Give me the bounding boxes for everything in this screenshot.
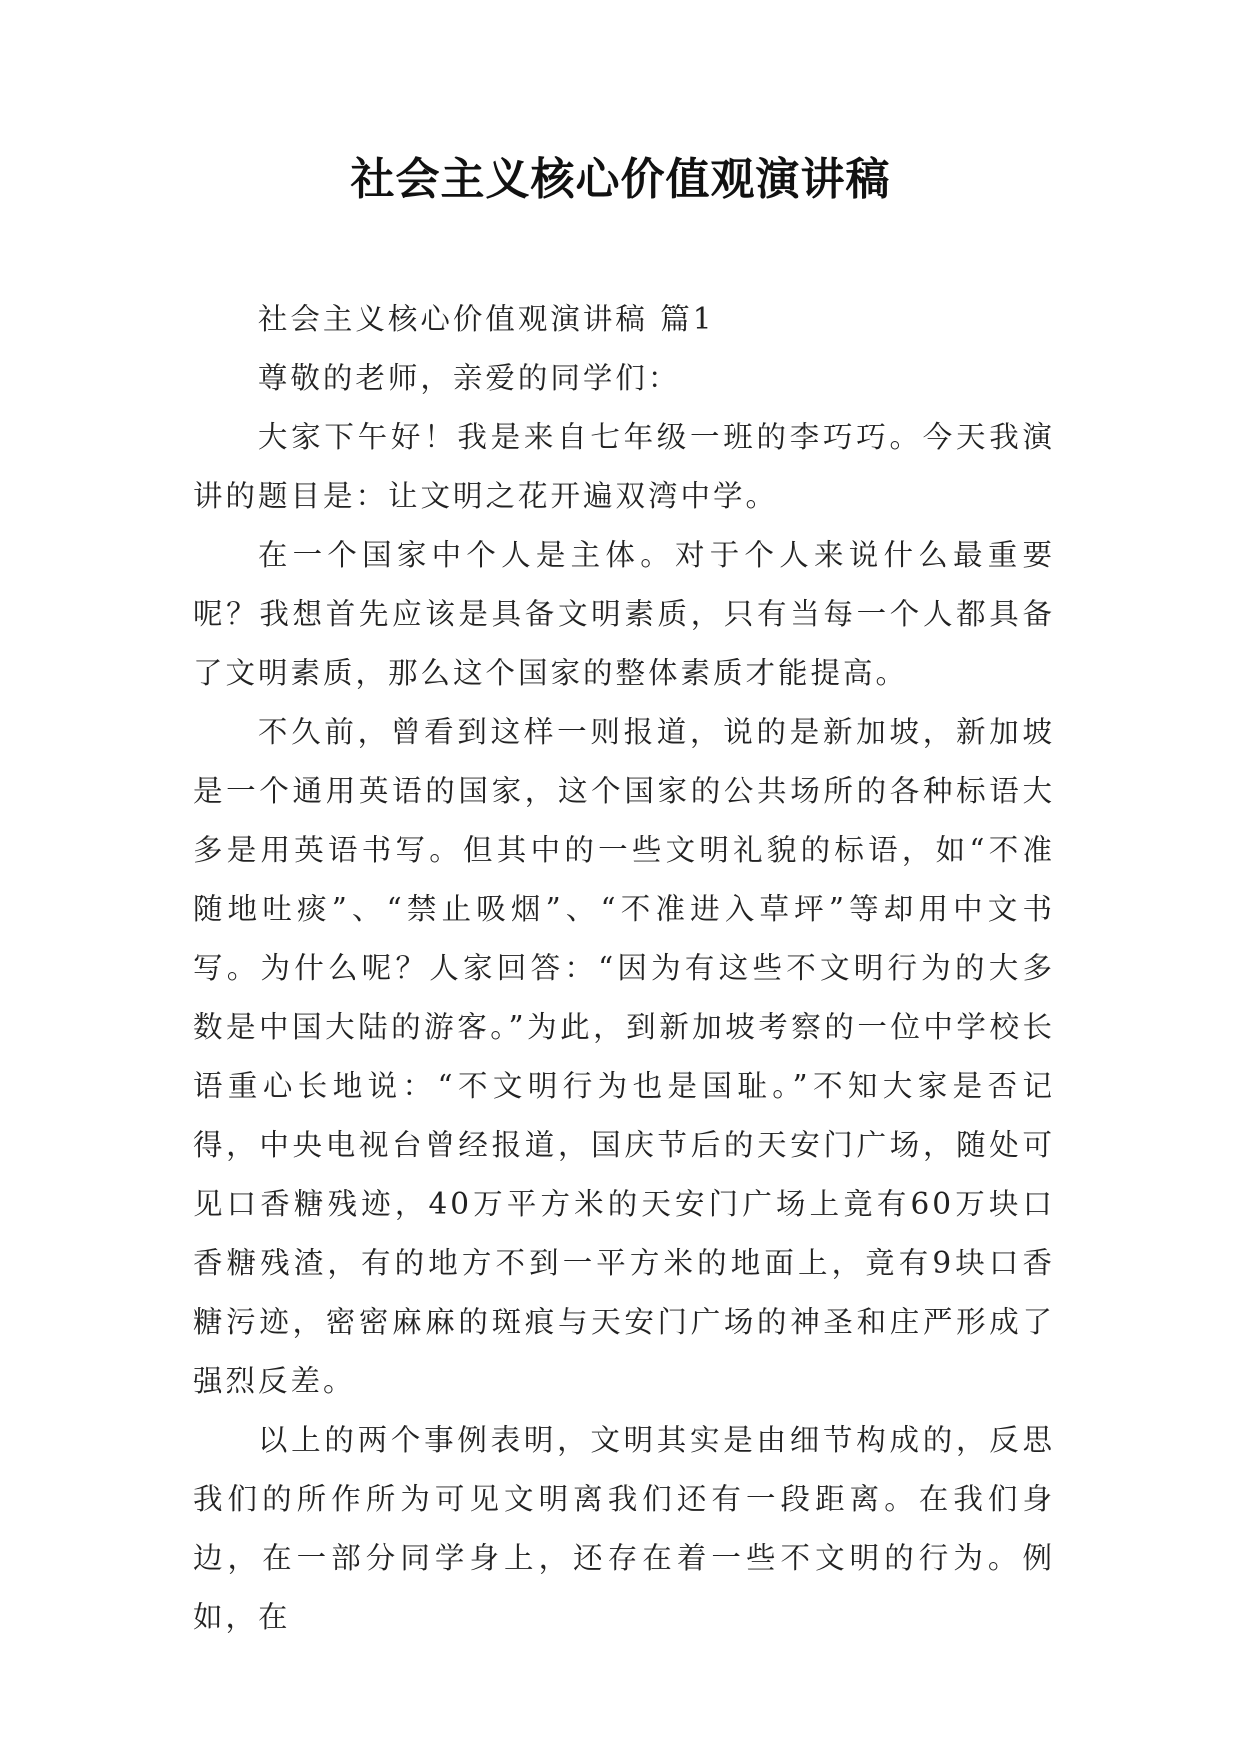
salutation: 尊敬的老师，亲爱的同学们： [257, 361, 681, 395]
document-body [193, 290, 1055, 1647]
paragraph: 以上的两个事例表明，文明其实是由细节构成的，反思我们的所作所为可见文明离我们还有一段距离。在我们身边，在一部分同学身上，还存在着一些不文明的行为。例如，在 [193, 1423, 1055, 1634]
paragraph: 大家下午好！我是来自七年级一班的李巧巧。今天我演讲的题目是：让文明之花开遍双湾中学。 [193, 420, 1055, 513]
paragraph: 不久前，曾看到这样一则报道，说的是新加坡，新加坡是一个通用英语的国家，这个国家的公共场所的各种标语大多是用英语书写。但其中的一些文明礼貌的标语，如“不准随地吐痰”、“禁止吸烟”、“不准进入草坪”等却用中文书写。为什么呢？人家回答：“因为有这些不文明行为的大多数是中国大陆的游客。”为此，到新加坡考察的一位中学校长语重心长地说：“不文明行为也是国耻。”不知大家是否记得，中央电视台曾经报道，国庆节后的天安门广场，随处可见口香糖残迹，40万平方米的天安门广场上竟有60万块口香糖残渣，有的地方不到一平方米的地面上，竟有9块口香糖污迹，密密麻麻的斑痕与天安门广场的神圣和庄严形成了强烈反差。 [193, 715, 1055, 1398]
section-heading: 社会主义核心价值观演讲稿 篇1 [257, 302, 715, 336]
paragraph: 在一个国家中个人是主体。对于个人来说什么最重要呢？我想首先应该是具备文明素质，只有当每一个人都具备了文明素质，那么这个国家的整体素质才能提高。 [193, 538, 1055, 690]
document-title: 社会主义核心价值观演讲稿 [350, 154, 891, 205]
